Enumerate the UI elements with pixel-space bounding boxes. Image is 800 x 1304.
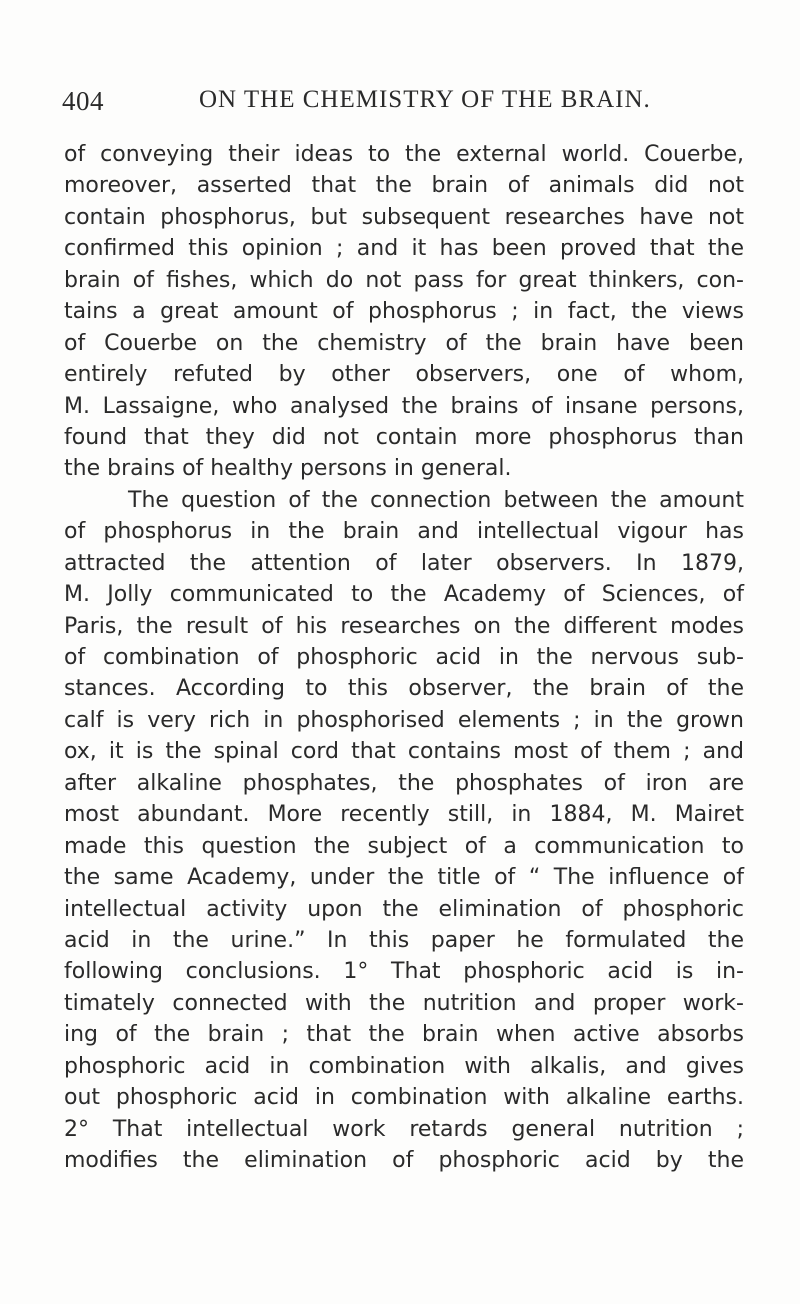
text-line: of combination of phosphoric acid in the nervous sub- bbox=[64, 645, 744, 670]
text-line: moreover, asserted that the brain of animals did not bbox=[64, 173, 744, 199]
running-title: ON THE CHEMISTRY OF THE BRAIN. bbox=[199, 86, 651, 113]
text-line: made this question the subject of a communication to bbox=[64, 833, 744, 859]
text-line: Paris, the result of his researches on the different modes bbox=[64, 613, 744, 639]
running-header bbox=[62, 86, 762, 116]
text-line: of phosphorus in the brain and intellectual vigour has bbox=[64, 519, 744, 545]
page-number: 404 bbox=[62, 86, 104, 116]
text-line: modifies the elimination of phosphoric acid by the bbox=[64, 1148, 744, 1173]
text-line: intellectual activity upon the elimination of phosphoric bbox=[64, 896, 744, 922]
text-line: of conveying their ideas to the external world. Couerbe, bbox=[64, 142, 744, 167]
text-line: most abundant. More recently still, in 1884, M. Mairet bbox=[64, 802, 744, 828]
text-line: phosphoric acid in combination with alkalis, and gives bbox=[64, 1053, 744, 1079]
text-line: out phosphoric acid in combination with alkaline earths. bbox=[64, 1085, 744, 1111]
text-line: entirely refuted by other observers, one of whom, bbox=[64, 362, 744, 388]
text-line: timately connected with the nutrition and proper work- bbox=[64, 990, 744, 1016]
text-line: acid in the urine.” In this paper he formulated the bbox=[64, 927, 744, 953]
text-line: M. Jolly communicated to the Academy of Sciences, of bbox=[64, 582, 744, 608]
text-line: ing of the brain ; that the brain when active absorbs bbox=[64, 1022, 744, 1048]
text-line: the same Academy, under the title of “ The influence of bbox=[64, 865, 744, 891]
text-line: calf is very rich in phosphorised elements ; in the grown bbox=[64, 707, 744, 733]
body-text bbox=[64, 139, 744, 1176]
text-line: contain phosphorus, but subsequent researches have not bbox=[64, 204, 744, 230]
paragraph-start-line: The question of the connection between the amount bbox=[128, 487, 744, 513]
paragraph-end-line: the brains of healthy persons in general. bbox=[64, 456, 512, 482]
text-line: of Couerbe on the chemistry of the brain have been bbox=[64, 330, 744, 356]
text-line: 2° That intellectual work retards general nutrition ; bbox=[64, 1116, 744, 1142]
text-line: ox, it is the spinal cord that contains most of them ; and bbox=[64, 739, 744, 765]
text-line: M. Lassaigne, who analysed the brains of insane persons, bbox=[64, 393, 744, 419]
text-line: stances. According to this observer, the brain of the bbox=[64, 676, 744, 702]
text-line: tains a great amount of phosphorus ; in fact, the views bbox=[64, 299, 744, 325]
text-line: brain of fishes, which do not pass for great thinkers, con- bbox=[64, 267, 744, 293]
text-line: following conclusions. 1° That phosphoric acid is in- bbox=[64, 959, 744, 985]
text-line: found that they did not contain more phosphorus than bbox=[64, 424, 744, 450]
text-line: attracted the attention of later observers. In 1879, bbox=[64, 550, 744, 576]
text-line: confirmed this opinion ; and it has been proved that the bbox=[64, 236, 744, 262]
text-line: after alkaline phosphates, the phosphates of iron are bbox=[64, 770, 744, 796]
